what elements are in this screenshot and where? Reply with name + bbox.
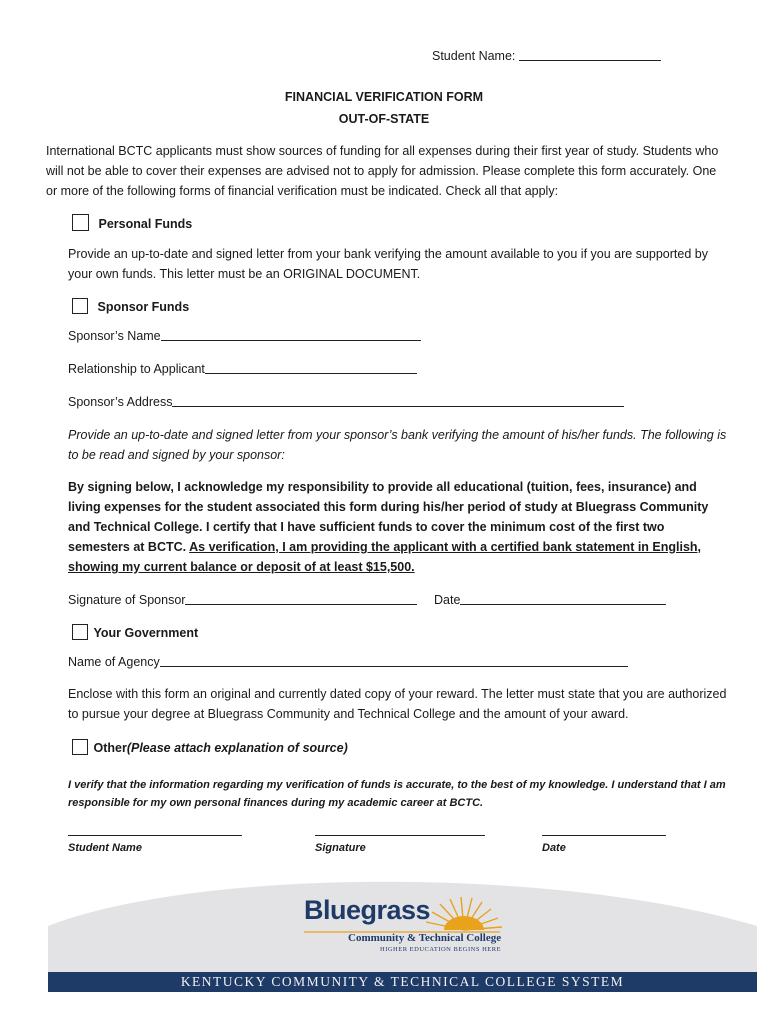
other-note: (Please attach explanation of source) [126,741,348,755]
personal-funds-label: Personal Funds [98,217,193,231]
government-text: Enclose with this form an original and currently dated copy of your reward. The letter must state that you are authorized to pursue your degree at Bluegrass Community and Technical College and the amount of your award. [68,687,727,721]
relationship-label: Relationship to Applicant [68,362,205,376]
sponsor-signature-row [68,590,417,610]
government-option[interactable] [72,623,198,643]
signature-caption: Signature [315,842,366,854]
kctcs-band [48,972,757,992]
agency-row [68,652,628,672]
sponsor-date-field[interactable] [460,592,666,605]
personal-funds-option[interactable] [72,214,192,234]
personal-funds-text: Provide an up-to-date and signed letter from your bank verifying the amount available to you if you are supported by your own funds. This letter must be an ORIGINAL DOCUMENT. [68,247,708,281]
intro-paragraph: International BCTC applicants must show sources of funding for all expenses during their first year of study. Students who will not be able to cover their expenses are advised not to apply for admission. Please complete this form accurately. One or more of the following forms of financial verification must be indicated. Check all that apply: [46,144,719,198]
sponsor-date-row [434,590,666,610]
student-name-signature-line[interactable] [68,835,242,836]
sponsor-statement-underlined: As verification, I am providing the applicant with a certified bank statement in English, showing my current balance or deposit of at least $15,500. [68,540,702,574]
sponsor-name-row [68,326,421,346]
agency-label: Name of Agency [68,655,160,669]
sponsor-statement-text: By signing below, I acknowledge my responsibility to provide all educational (tuition, fees, insurance) and living expenses for the student associated this form during his/her period of study at Bluegrass Community and Technical College. I certify that I have sufficient funds to cover the minimum cost of the first two semesters at BCTC. [68,480,709,554]
sponsor-address-field[interactable] [172,394,624,407]
form-subtitle: OUT-OF-STATE [338,112,430,126]
sponsor-funds-checkbox[interactable] [72,298,88,314]
certification-statement: I verify that the information regarding my verification of funds is accurate, to the best of my knowledge. I understand that I am responsible for my own personal finances during my academic career at BCTC. [68,779,726,809]
sponsor-instruction: Provide an up-to-date and signed letter from your sponsor’s bank verifying the amount of his/her funds. The following is to be read and signed by your sponsor: [68,428,727,462]
sponsor-address-label: Sponsor’s Address [68,395,173,409]
sponsor-signature-label: Signature of Sponsor [68,593,186,607]
logo-tagline: HIGHER EDUCATION BEGINS HERE [380,946,502,953]
other-option[interactable] [72,738,348,758]
relationship-field[interactable] [205,361,417,374]
logo-name: Bluegrass [304,895,431,925]
other-checkbox[interactable] [72,739,88,755]
relationship-row [68,359,417,379]
signature-line[interactable] [315,835,485,836]
student-name-header [432,46,661,66]
sponsor-signature-field[interactable] [185,592,417,605]
student-name-label: Student Name: [432,49,516,63]
sponsor-funds-option[interactable] [72,297,189,317]
kctcs-band-text: KENTUCKY COMMUNITY & TECHNICAL COLLEGE SYSTEM [180,974,625,989]
government-label: Your Government [93,626,199,640]
form-title: FINANCIAL VERIFICATION FORM [284,90,484,104]
personal-funds-checkbox[interactable] [72,214,89,231]
other-label: Other [93,741,127,755]
sponsor-address-row [68,392,624,412]
student-name-caption: Student Name [68,842,142,854]
date-caption: Date [542,842,566,854]
sponsor-statement [68,477,720,577]
logo-subtitle: Community & Technical College [348,932,502,944]
sponsor-name-field[interactable] [161,328,421,341]
agency-field[interactable] [160,654,628,667]
sponsor-funds-label: Sponsor Funds [97,300,190,314]
date-signature-line[interactable] [542,835,666,836]
sponsor-date-label: Date [434,593,461,607]
sponsor-name-label: Sponsor’s Name [68,329,161,343]
student-name-field[interactable] [519,48,661,61]
government-checkbox[interactable] [72,624,88,640]
